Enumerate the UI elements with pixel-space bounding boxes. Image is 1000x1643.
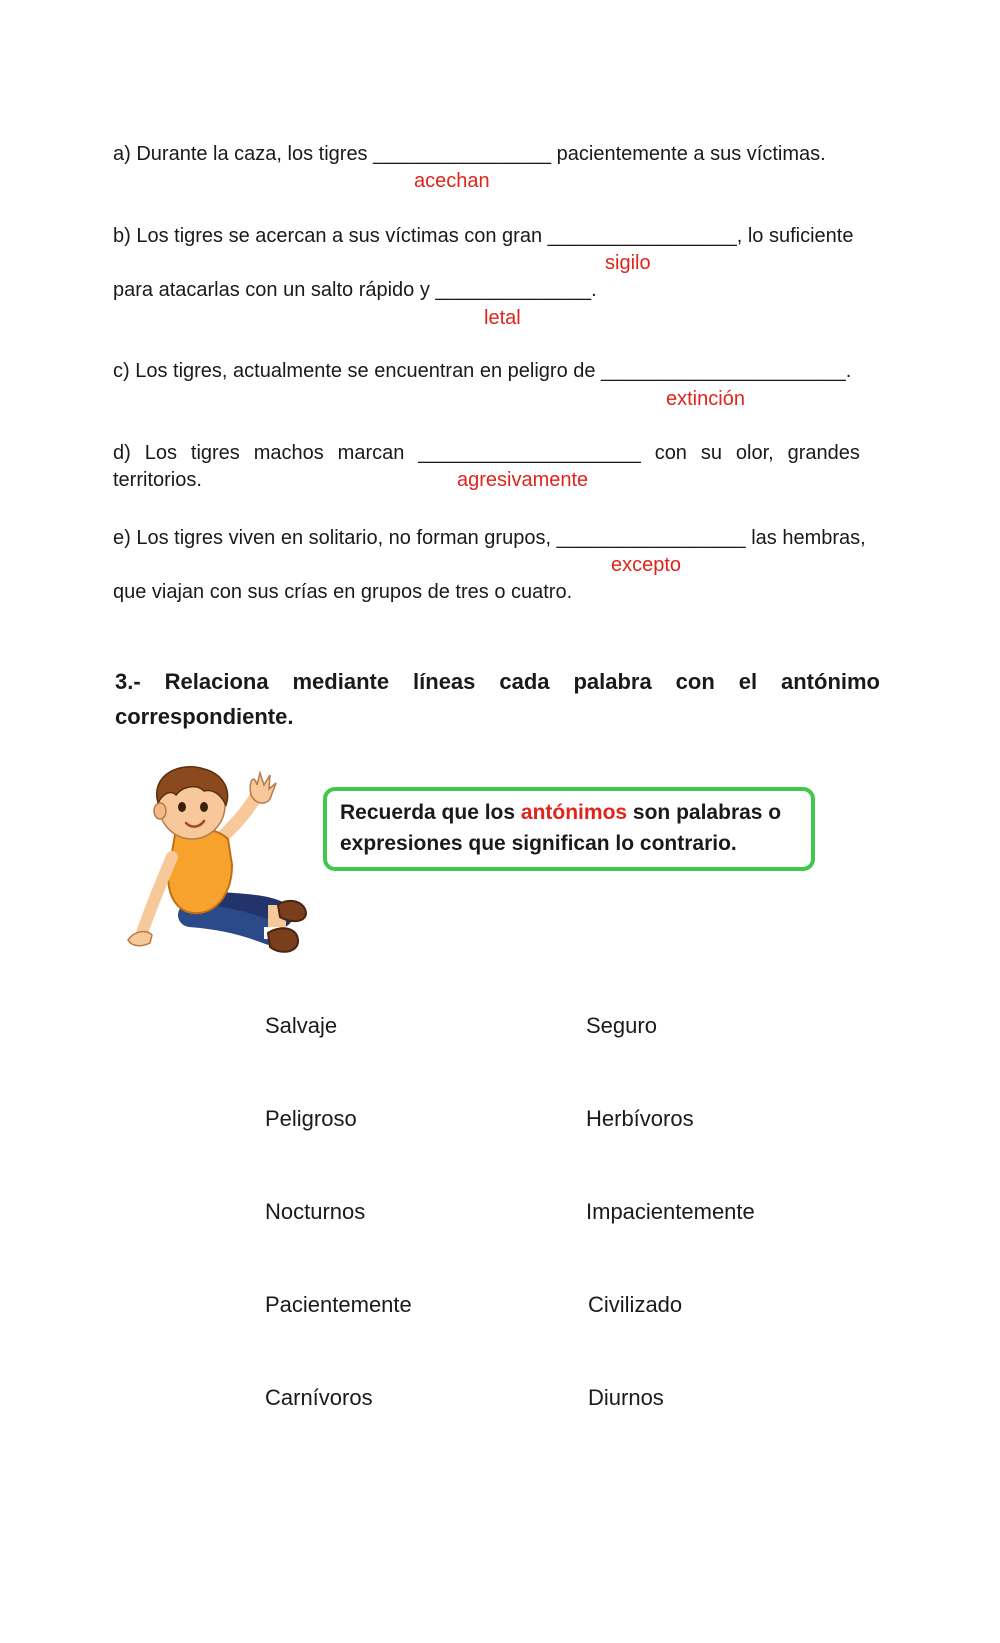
sentence-d: d) Los tigres machos marcan ____________________ con su olor, grandes xyxy=(113,442,860,464)
sentence-d-line2: territorios. xyxy=(113,469,202,491)
answer-c: extinción xyxy=(666,388,745,410)
sentence-a: a) Durante la caza, los tigres ________________ pacientemente a sus víctimas. xyxy=(113,143,826,165)
sentence-c: c) Los tigres, actualmente se encuentran en peligro de ______________________. xyxy=(113,360,852,382)
left-word[interactable]: Carnívoros xyxy=(265,1385,373,1410)
right-word[interactable]: Diurnos xyxy=(588,1385,664,1410)
answer-a: acechan xyxy=(414,170,490,192)
right-word[interactable]: Impacientemente xyxy=(586,1199,755,1224)
blank-d: ____________________ xyxy=(418,442,641,464)
right-word[interactable]: Seguro xyxy=(586,1013,657,1038)
answer-b1: sigilo xyxy=(605,252,651,274)
sentence-e-line2: que viajan con sus crías en grupos de tres o cuatro. xyxy=(113,581,573,603)
blank-b1: _________________ xyxy=(547,225,737,247)
answer-d: agresivamente xyxy=(457,469,589,491)
left-word[interactable]: Pacientemente xyxy=(265,1292,412,1317)
blank-b2: ______________ xyxy=(435,279,592,301)
left-word[interactable]: Salvaje xyxy=(265,1013,338,1038)
left-word[interactable]: Nocturnos xyxy=(265,1199,366,1224)
section-3-title: 3.- Relaciona mediante líneas cada palabra con el antónimo xyxy=(115,669,880,694)
answer-b2: letal xyxy=(484,307,521,329)
left-word[interactable]: Peligroso xyxy=(265,1106,357,1131)
blank-e: _________________ xyxy=(556,527,746,549)
sentence-b: b) Los tigres se acercan a sus víctimas con gran _________________, lo suficiente xyxy=(113,225,854,247)
boy-illustration xyxy=(120,765,315,965)
right-word[interactable]: Herbívoros xyxy=(586,1106,694,1131)
antonym-note-box: Recuerda que los antónimos son palabras o expresiones que significan lo contrario. xyxy=(323,787,815,871)
blank-a: ________________ xyxy=(373,143,552,165)
highlight-antonimos: antónimos xyxy=(520,801,628,824)
sentence-e: e) Los tigres viven en solitario, no forman grupos, _________________ las hembras, xyxy=(113,527,866,549)
answer-e: excepto xyxy=(611,554,682,576)
sentence-b-line2: para atacarlas con un salto rápido y ______________. xyxy=(113,279,597,301)
blank-c: ______________________ xyxy=(601,360,846,382)
section-3-title-line2: correspondiente. xyxy=(115,704,294,729)
right-word[interactable]: Civilizado xyxy=(588,1292,683,1317)
